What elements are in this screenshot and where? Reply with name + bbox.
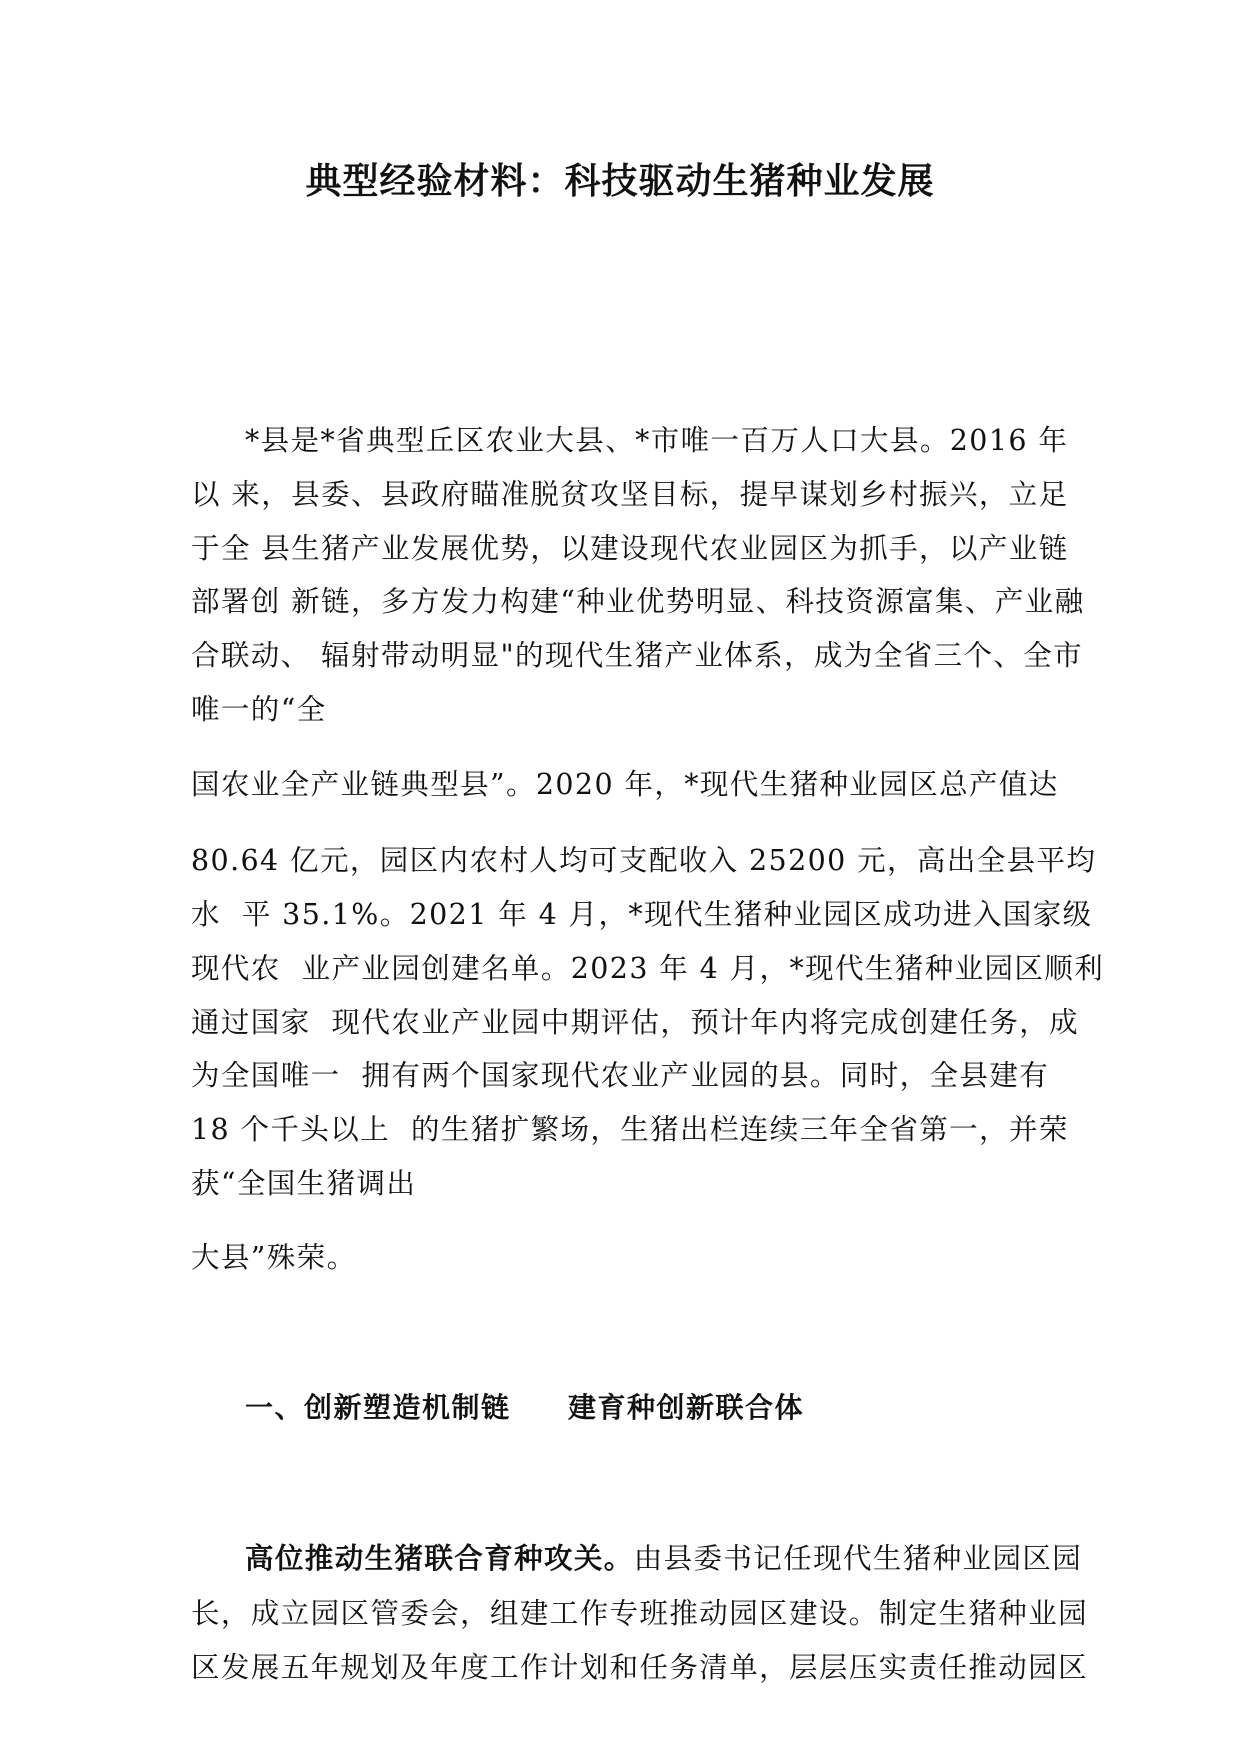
- intro-line: 水 平 35.1%。2021 年 4 月，*现代生猪种业园区成功进入国家级: [191, 898, 1093, 931]
- section-heading-part1: 一、创新塑造机制链: [245, 1391, 511, 1424]
- intro-line: 以 来，县委、县政府瞄准脱贫攻坚目标，提早谋划乡村振兴，立足: [191, 478, 1069, 511]
- paragraph-line: 长，成立园区管委会，组建工作专班推动园区建设。制定生猪种业园: [191, 1597, 1089, 1630]
- paragraph-first-line: [245, 1539, 1082, 1579]
- intro-line: 唯一的“全: [191, 693, 327, 726]
- paragraph-line: 区发展五年规划及年度工作计划和任务清单，层层压实责任推动园区: [191, 1651, 1089, 1684]
- intro-line: 获“全国生猪调出: [191, 1167, 417, 1200]
- paragraph-text: 由县委书记任现代生猪种业园区园: [633, 1542, 1083, 1575]
- intro-line: 18 个千头以上 的生猪扩繁场，生猪出栏连续三年全省第一，并荣: [191, 1113, 1069, 1146]
- document-title: 典型经验材料：科技驱动生猪种业发展: [305, 161, 935, 202]
- intro-line: 合联动、 辐射带动明显"的现代生猪产业体系，成为全省三个、全市: [191, 639, 1084, 672]
- intro-line: 为全国唯一 拥有两个国家现代农业产业园的县。同时，全县建有: [191, 1059, 1050, 1092]
- intro-line: *县是*省典型丘区农业大县、*市唯一百万人口大县。2016 年: [245, 424, 1069, 457]
- intro-line: 80.64 亿元，园区内农村人均可支配收入 25200 元，高出全县平均: [191, 844, 1097, 877]
- intro-line: 于全 县生猪产业发展优势，以建设现代农业园区为抓手，以产业链: [191, 532, 1069, 565]
- intro-line: 部署创 新链，多方发力构建“种业优势明显、科技资源富集、产业融: [191, 585, 1085, 618]
- section-heading-part2: 建育种创新联合体: [568, 1391, 805, 1424]
- intro-line: 现代农 业产业园创建名单。2023 年 4 月，*现代生猪种业园区顺利: [191, 952, 1105, 985]
- intro-line: 通过国家 现代农业产业园中期评估，预计年内将完成创建任务，成: [191, 1006, 1080, 1039]
- bold-lead-sentence: 高位推动生猪联合育种攻关。: [245, 1542, 634, 1575]
- intro-line: 大县”殊荣。: [191, 1241, 357, 1274]
- intro-line: 国农业全产业链典型县”。2020 年，*现代生猪种业园区总产值达: [191, 768, 1059, 801]
